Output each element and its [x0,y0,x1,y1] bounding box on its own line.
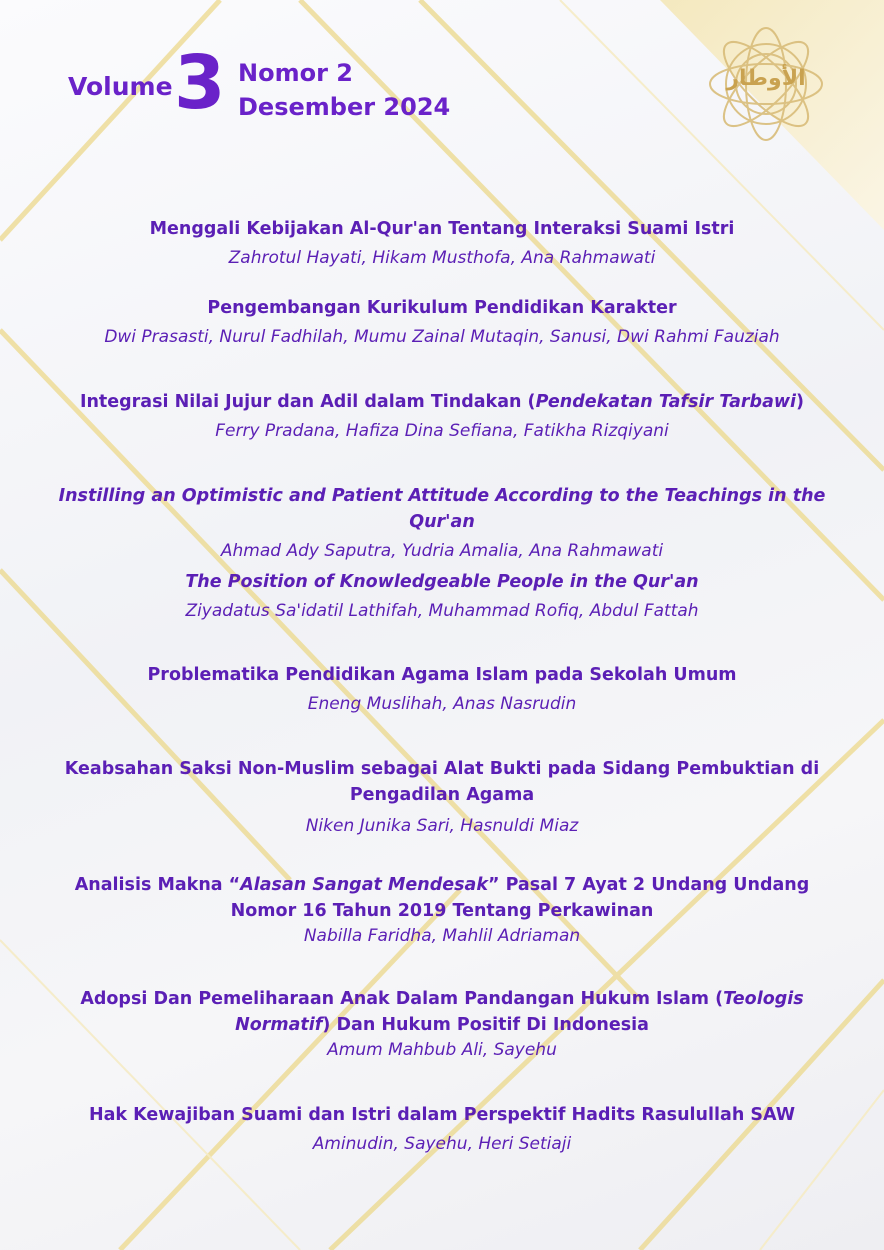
article-title[interactable]: Problematika Pendidikan Agama Islam pada Sekolah Umum [147,665,737,685]
article-authors: Ziyadatus Sa'idatil Lathifah, Muhammad Rofiq, Abdul Fattah [185,601,699,621]
article-authors: Aminudin, Sayehu, Heri Setiaji [312,1134,572,1154]
article-authors: Amum Mahbub Ali, Sayehu [327,1040,557,1060]
article-title[interactable]: Pengembangan Kurikulum Pendidikan Karakter [207,298,677,318]
volume-label: Volume [68,72,173,101]
article-authors: Niken Junika Sari, Hasnuldi Miaz [305,816,579,836]
article-entry[interactable] [40,872,844,948]
article-entry[interactable] [40,389,844,443]
issue-number: Nomor 2 [238,59,353,87]
article-title[interactable]: Analisis Makna “Alasan Sangat Mendesak” Pasal 7 Ayat 2 Undang Undang Nomor 16 Tahun 2019 Tentang Perkawinan [74,875,810,921]
article-authors: Dwi Prasasti, Nurul Fadhilah, Mumu Zainal Mutaqin, Sanusi, Dwi Rahmi Fauziah [104,327,780,347]
volume-number: 3 [174,40,226,126]
article-entry[interactable] [40,295,844,349]
journal-logo-text: الأوطار [726,66,806,91]
article-title[interactable]: The Position of Knowledgeable People in the Qur'an [185,572,699,592]
article-authors: Eneng Muslihah, Anas Nasrudin [307,694,577,714]
article-entry[interactable] [40,483,844,563]
article-title[interactable]: Menggali Kebijakan Al-Qur'an Tentang Interaksi Suami Istri [149,219,735,239]
article-title[interactable]: Keabsahan Saksi Non-Muslim sebagai Alat Bukti pada Sidang Pembuktian di Pengadilan Agama [64,759,820,805]
article-title[interactable]: Instilling an Optimistic and Patient Attitude According to the Teachings in the Qur'an [58,486,826,532]
article-entry[interactable] [40,662,844,716]
article-title[interactable]: Adopsi Dan Pemeliharaan Anak Dalam Pandangan Hukum Islam (Teologis Normatif) Dan Hukum Positif Di Indonesia [80,989,804,1035]
article-authors: Zahrotul Hayati, Hikam Musthofa, Ana Rahmawati [228,248,656,268]
issue-info [238,56,450,124]
article-authors: Nabilla Faridha, Mahlil Adriaman [303,926,581,946]
article-authors: Ahmad Ady Saputra, Yudria Amalia, Ana Rahmawati [220,541,664,561]
article-entry[interactable] [40,986,844,1062]
article-authors: Ferry Pradana, Hafiza Dina Sefiana, Fatikha Rizqiyani [215,421,669,441]
article-entry[interactable] [40,1102,844,1156]
article-entry[interactable] [40,756,844,838]
article-entry[interactable] [40,216,844,270]
article-entry[interactable] [40,569,844,623]
issue-date: Desember 2024 [238,93,451,121]
article-title[interactable]: Hak Kewajiban Suami dan Istri dalam Perspektif Hadits Rasulullah SAW [88,1105,796,1125]
journal-logo [696,14,836,154]
article-title[interactable]: Integrasi Nilai Jujur dan Adil dalam Tindakan (Pendekatan Tafsir Tarbawi) [79,392,805,412]
